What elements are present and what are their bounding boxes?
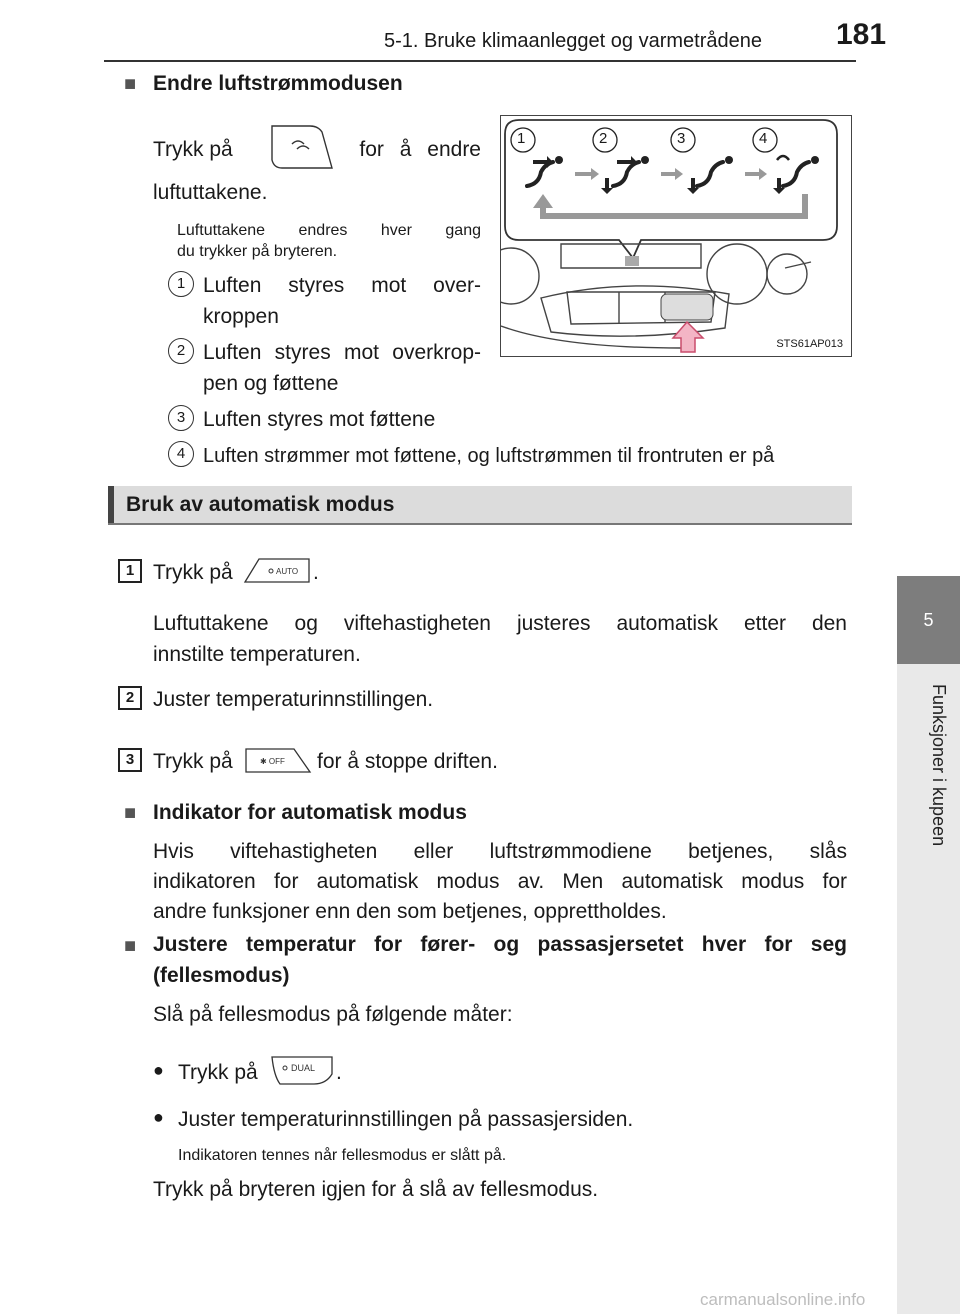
- watermark: carmanualsonline.info: [700, 1290, 866, 1309]
- mode-1-line1: Luften styres mot over-: [203, 274, 481, 297]
- step-number: 1: [118, 559, 142, 583]
- step-number: 2: [118, 686, 142, 710]
- square-bullet-icon: ■: [124, 73, 137, 95]
- round-bullet-icon: ●: [153, 1060, 164, 1080]
- airflow-press-before: Trykk på: [153, 138, 233, 161]
- header-rule: [104, 60, 856, 62]
- dual-bullet1-before: Trykk på: [178, 1061, 258, 1084]
- page-number: 181: [836, 18, 887, 51]
- figure-label: 1: [517, 130, 526, 147]
- airflow-note-line2: du trykker på bryteren.: [177, 243, 338, 260]
- mode-number: 1: [168, 271, 194, 297]
- mode-number: 4: [168, 441, 194, 467]
- dual-heading-line2: (fellesmodus): [153, 964, 290, 987]
- running-header: 5-1. Bruke klimaanlegget og varmetrådene: [384, 30, 762, 52]
- step-2-text: Juster temperaturinnstillingen.: [153, 688, 434, 711]
- banner-underline: [108, 523, 852, 525]
- auto-desc-line2: innstilte temperaturen.: [153, 643, 361, 666]
- indicator-line3: andre funksjoner enn den som betjenes, opprettholdes.: [153, 900, 667, 923]
- step-3-text-before: Trykk på: [153, 750, 233, 773]
- svg-text:✱ OFF: ✱ OFF: [260, 757, 285, 766]
- auto-desc-line1: Luftuttakene og viftehastigheten justeres automatisk etter den: [153, 612, 847, 635]
- figure-label: 4: [759, 130, 768, 147]
- airflow-press-line2: luftuttakene.: [153, 181, 268, 204]
- svg-text:AUTO: AUTO: [276, 567, 299, 576]
- dual-intro: Slå på fellesmodus på følgende måter:: [153, 1003, 513, 1026]
- square-bullet-icon: ■: [124, 802, 137, 824]
- mode-number: 2: [168, 338, 194, 364]
- dual-bullet2: Juster temperaturinnstillingen på passasjersiden.: [178, 1108, 634, 1131]
- airflow-press-after: for å endre: [359, 138, 481, 161]
- step-1-text-before: Trykk på: [153, 561, 233, 584]
- step-number: 3: [118, 748, 142, 772]
- airflow-note-line1: Luftuttakene endres hver gang: [177, 222, 481, 239]
- figure-code: STS61AP013: [776, 338, 843, 350]
- mode-4-line1: Luften strømmer mot føttene, og luftstrømmen til frontruten er på: [203, 445, 775, 467]
- chapter-title-tab: [897, 664, 960, 1314]
- airflow-heading: Endre luftstrømmodusen: [153, 72, 403, 95]
- dual-button-icon: [270, 1054, 334, 1091]
- dual-bullet1-after: .: [336, 1061, 342, 1084]
- figure-label: 3: [677, 130, 686, 147]
- chapter-title: Funksjoner i kupeen: [929, 684, 949, 847]
- step-3-text-after: for å stoppe driften.: [317, 750, 498, 773]
- banner-title: Bruk av automatisk modus: [126, 493, 395, 516]
- indicator-heading: Indikator for automatisk modus: [153, 801, 467, 824]
- mode-3-line1: Luften styres mot føttene: [203, 408, 436, 431]
- chapter-number-tab: 5: [897, 576, 960, 664]
- square-bullet-icon: ■: [124, 935, 137, 957]
- dual-final: Trykk på bryteren igjen for å slå av fellesmodus.: [153, 1178, 599, 1201]
- indicator-line1: Hvis viftehastigheten eller luftstrømmodiene betjenes, slås: [153, 840, 847, 863]
- mode-2-line2: pen og føttene: [203, 372, 339, 395]
- mode-number: 3: [168, 405, 194, 431]
- step-1-text-after: .: [313, 561, 319, 584]
- mode-1-line2: kroppen: [203, 305, 279, 328]
- climate-panel-figure: [500, 115, 852, 357]
- auto-button-icon: [243, 556, 313, 589]
- dual-note: Indikatoren tennes når fellesmodus er slått på.: [178, 1147, 507, 1164]
- round-bullet-icon: ●: [153, 1107, 164, 1127]
- dual-heading-line1: Justere temperatur for fører- og passasjersetet hver for seg: [153, 933, 847, 956]
- banner-accent: [108, 486, 114, 524]
- indicator-line2: indikatoren for automatisk modus av. Men automatisk modus for: [153, 870, 847, 893]
- mode-2-line1: Luften styres mot overkrop-: [203, 341, 481, 364]
- svg-text:DUAL: DUAL: [291, 1063, 316, 1073]
- airflow-button-icon: [270, 122, 334, 179]
- figure-label: 2: [599, 130, 608, 147]
- off-button-icon: [244, 746, 312, 779]
